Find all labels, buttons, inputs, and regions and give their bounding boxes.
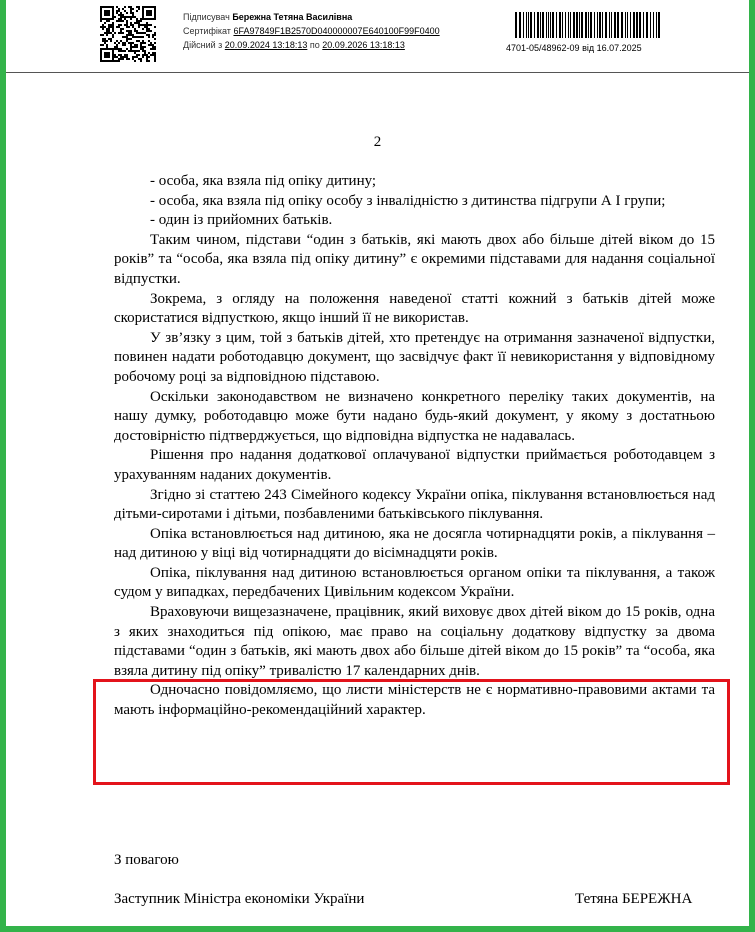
paragraph: У зв’язку з цим, той з батьків дітей, хто претендує на отримання зазначеної відпустки, повинен надати роботодавцю документ, що засвідчує факт її невикористання у відповідному робочому році за відповідною підставою. xyxy=(114,329,715,385)
paragraph: Зокрема, з огляду на положення наведеної статті кожний з батьків дітей може скористатися відпусткою, якщо інший її не використав. xyxy=(114,290,715,327)
signer-name: Бережна Тетяна Василівна xyxy=(232,12,353,22)
list-item: - особа, яка взяла під опіку особу з інвалідністю з дитинства підгрупи А І групи; xyxy=(150,192,666,209)
closing-text: З повагою xyxy=(114,852,179,868)
paragraph: Згідно зі статтею 243 Сімейного кодексу України опіка, піклування встановлюється над дітьми-сиротами і дітьми, позбавленими батьківського піклування. xyxy=(114,486,715,523)
paragraph: Опіка встановлюється над дитиною, яка не досягла чотирнадцяти років, а піклування – над дитиною у віці від чотирнадцяти до вісімнадцяти років. xyxy=(114,525,715,562)
signature-header xyxy=(6,0,749,73)
signer-label: Підписувач xyxy=(183,12,230,22)
cert-value: 6FA97849F1B2570D040000007E640100F99F0400 xyxy=(233,26,440,36)
paragraph: Опіка, піклування над дитиною встановлюється органом опіки та піклування, а також судом у випадках, передбачених Цивільним кодексом України. xyxy=(114,564,715,601)
signer-name-bottom: Тетяна БЕРЕЖНА xyxy=(575,891,693,907)
registration-number: 4701-05/48962-09 від 16.07.2025 xyxy=(506,43,642,53)
valid-label: Дійсний з xyxy=(183,40,223,50)
signature-block xyxy=(183,10,440,52)
paragraph: Враховуючи вищезазначене, працівник, який виховує двох дітей віком до 15 років, одна з яких знаходиться під опікою, має право на соціальну додаткову відпустку за двома підставами “один з батьків, які мають двох або більше дітей віком до 15 років” та “особа, яка взяла дитину під опіку” тривалістю 17 календарних днів. xyxy=(114,604,715,679)
signer-title: Заступник Міністра економіки України xyxy=(114,891,365,907)
valid-to-label: по xyxy=(309,40,320,50)
valid-from: 20.09.2024 13:18:13 xyxy=(224,40,308,50)
highlight-box xyxy=(93,679,730,785)
valid-to: 20.09.2026 13:18:13 xyxy=(322,40,405,50)
paragraph: Оскільки законодавством не визначено конкретного переліку таких документів, на нашу думку, роботодавцю може бути надано будь-який документ, у якому з достатньою достовірністю підтверджується, що відповідна відпустка не надавалась. xyxy=(114,388,715,444)
paragraph: Таким чином, підстави “один з батьків, які мають двох або більше дітей віком до 15 років” та “особа, яка взяла під опіку дитину” є окремими підставами для надання соціальної відпустки. xyxy=(114,231,715,287)
list-item: - один із прийомних батьків. xyxy=(150,212,333,229)
paragraph: Рішення про надання додаткової оплачуваної відпустки приймається роботодавцем з урахуванням наданих документів. xyxy=(114,447,715,483)
qr-code-icon xyxy=(96,6,160,62)
page-number: 2 xyxy=(373,134,382,150)
letter-body xyxy=(114,172,715,721)
paragraph: Одночасно повідомляємо, що листи міністерств не є нормативно-правовими актами та мають інформаційно-рекомендаційний характер. xyxy=(114,682,715,719)
barcode-icon xyxy=(513,12,663,38)
list-item: - особа, яка взяла під опіку дитину; xyxy=(150,173,377,189)
cert-label: Сертифікат xyxy=(183,26,231,36)
